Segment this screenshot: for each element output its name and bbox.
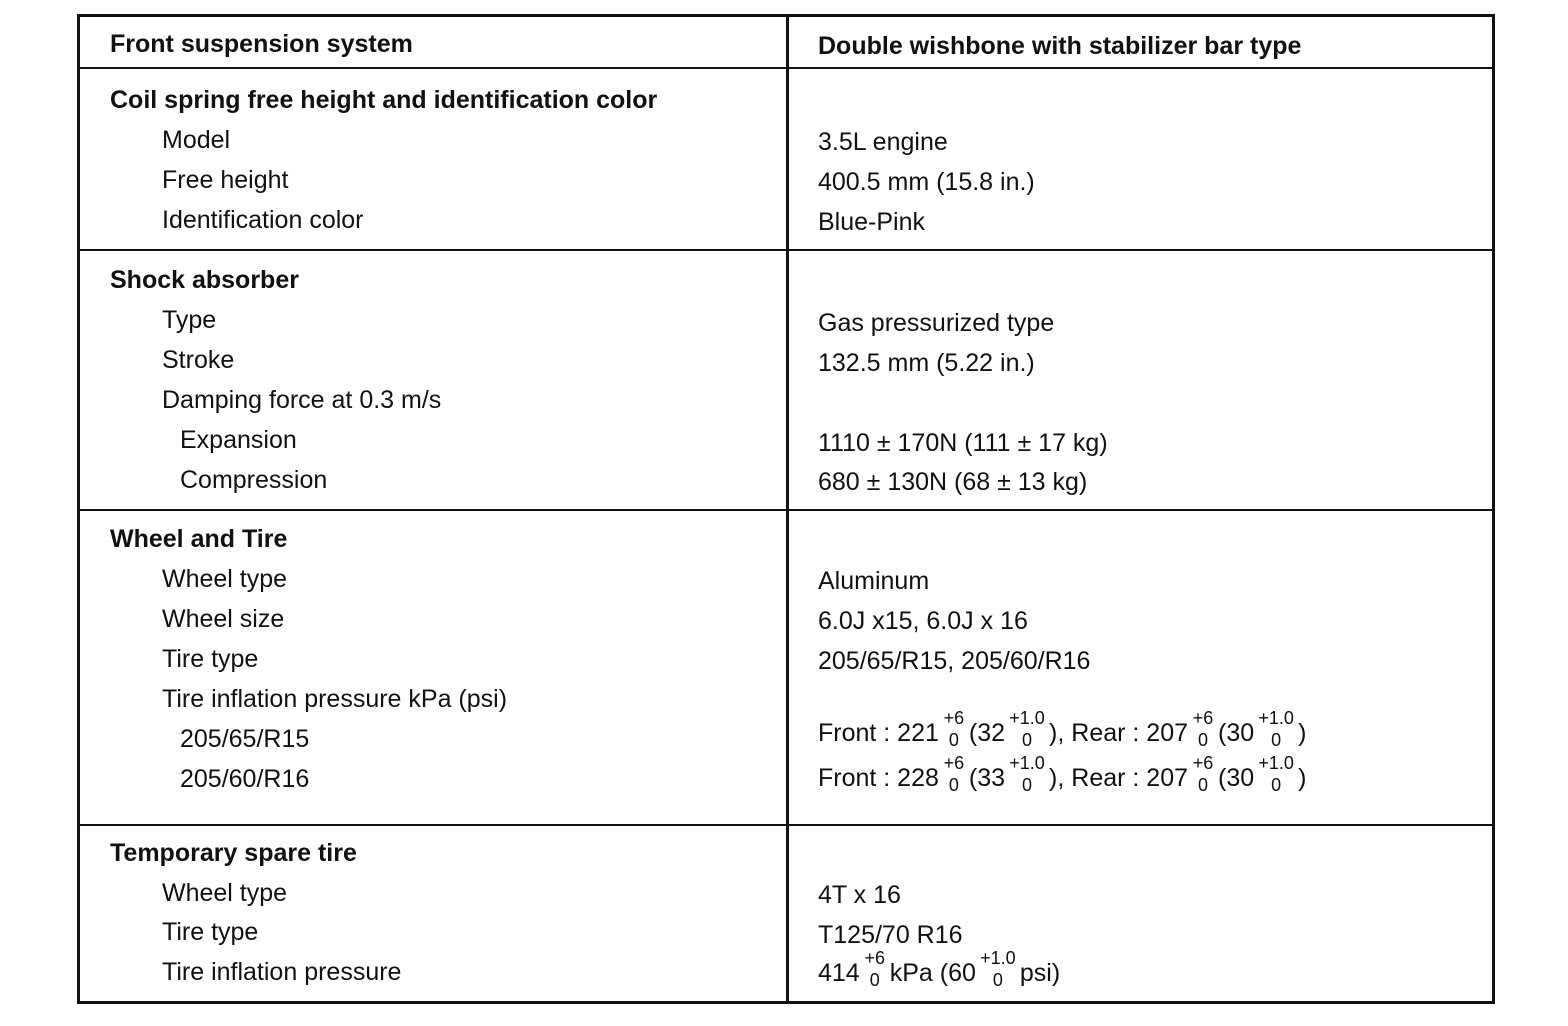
- label-r15: 205/65/R15: [180, 725, 310, 753]
- r15-rear-prefix: ), Rear : 207: [1049, 719, 1188, 747]
- r16-rear-tol-down: 0: [1197, 775, 1208, 795]
- r16-front-tol-down: 0: [948, 775, 959, 795]
- r15-close: ): [1298, 719, 1307, 747]
- label-model: Model: [162, 126, 231, 154]
- value-model: 3.5L engine: [818, 128, 948, 156]
- value-identification-color: Blue-Pink: [818, 208, 925, 236]
- r16-front-prefix: Front : 228: [818, 764, 939, 792]
- r16-rear-tol-up: +6: [1192, 753, 1214, 773]
- r16-front-psi-up: +1.0: [1009, 753, 1045, 773]
- spare-pressure-unit: kPa (60: [889, 959, 976, 987]
- r15-rear-tol-down: 0: [1197, 730, 1208, 750]
- r16-close: ): [1298, 764, 1307, 792]
- r15-front-psi-down: 0: [1022, 730, 1033, 750]
- spare-psi-tol-down: 0: [992, 970, 1003, 990]
- label-compression: Compression: [180, 466, 328, 494]
- value-free-height: 400.5 mm (15.8 in.): [818, 168, 1035, 196]
- section-title-shock-absorber: Shock absorber: [110, 266, 299, 294]
- row-divider: [80, 67, 1492, 69]
- r16-rear-prefix: ), Rear : 207: [1049, 764, 1188, 792]
- r16-rear-psi-tolerance: [1256, 753, 1296, 798]
- r15-rear-psi: (30: [1218, 719, 1255, 747]
- r16-front-psi-tolerance: [1007, 753, 1047, 798]
- value-wheel-type: Aluminum: [818, 567, 930, 595]
- r15-front-tolerance: [941, 708, 967, 753]
- value-compression: 680 ± 130N (68 ± 13 kg): [818, 468, 1088, 496]
- row-divider: [80, 824, 1492, 826]
- header-right: Double wishbone with stabilizer bar type: [818, 32, 1302, 60]
- r15-front-psi-up: +1.0: [1009, 708, 1045, 728]
- value-stroke: 132.5 mm (5.22 in.): [818, 349, 1035, 377]
- r15-front-tol-down: 0: [948, 730, 959, 750]
- label-spare-tire-type: Tire type: [162, 918, 259, 946]
- label-expansion: Expansion: [180, 426, 297, 454]
- header-left: Front suspension system: [110, 30, 413, 58]
- r15-rear-tolerance: [1190, 708, 1216, 753]
- spare-pressure-prefix: 414: [818, 959, 860, 987]
- row-divider: [80, 249, 1492, 251]
- row-divider: [80, 509, 1492, 511]
- r15-front-psi-tolerance: [1007, 708, 1047, 753]
- spare-psi-suffix: psi): [1019, 959, 1061, 987]
- section-title-spare-tire: Temporary spare tire: [110, 839, 357, 867]
- spec-table: [77, 14, 1495, 1004]
- spare-pressure-tolerance: [862, 948, 888, 993]
- r15-front-tol-up: +6: [943, 708, 965, 728]
- value-spare-tire-type: T125/70 R16: [818, 921, 963, 949]
- spare-pressure-tol-down: 0: [869, 970, 880, 990]
- label-free-height: Free height: [162, 166, 289, 194]
- r15-rear-psi-down: 0: [1271, 730, 1282, 750]
- r16-front-tol-up: +6: [943, 753, 965, 773]
- value-expansion: 1110 ± 170N (111 ± 17 kg): [818, 429, 1108, 457]
- label-shock-type: Type: [162, 306, 217, 334]
- label-spare-tire-pressure: Tire inflation pressure: [162, 958, 402, 986]
- section-title-wheel-tire: Wheel and Tire: [110, 525, 288, 553]
- label-stroke: Stroke: [162, 346, 235, 374]
- r16-rear-tolerance: [1190, 753, 1216, 798]
- r16-rear-psi-up: +1.0: [1258, 753, 1294, 773]
- label-r16: 205/60/R16: [180, 765, 310, 793]
- r16-rear-psi-down: 0: [1271, 775, 1282, 795]
- r16-rear-psi: (30: [1218, 764, 1255, 792]
- value-spare-tire-pressure: [818, 948, 1061, 997]
- label-damping-force: Damping force at 0.3 m/s: [162, 386, 442, 414]
- r16-front-psi: (33: [968, 764, 1006, 792]
- value-shock-type: Gas pressurized type: [818, 309, 1055, 337]
- r15-front-prefix: Front : 221: [818, 719, 939, 747]
- label-wheel-type: Wheel type: [162, 565, 288, 593]
- r16-front-tolerance: [941, 753, 967, 798]
- r15-rear-psi-tolerance: [1256, 708, 1296, 753]
- label-identification-color: Identification color: [162, 206, 364, 234]
- spare-psi-tol-up: +1.0: [980, 948, 1016, 968]
- value-spare-wheel-type: 4T x 16: [818, 881, 901, 909]
- r15-rear-tol-up: +6: [1192, 708, 1214, 728]
- r15-rear-psi-up: +1.0: [1258, 708, 1294, 728]
- r16-front-psi-down: 0: [1022, 775, 1033, 795]
- label-tire-type: Tire type: [162, 645, 259, 673]
- label-tire-inflation-pressure: Tire inflation pressure kPa (psi): [162, 685, 508, 713]
- value-wheel-size: 6.0J x15, 6.0J x 16: [818, 607, 1028, 635]
- spare-psi-tolerance: [978, 948, 1018, 993]
- label-spare-wheel-type: Wheel type: [162, 879, 288, 907]
- value-r15-pressure: [818, 708, 1307, 757]
- spare-pressure-tol-up: +6: [864, 948, 885, 968]
- value-tire-type: 205/65/R15, 205/60/R16: [818, 647, 1091, 675]
- r15-front-psi: (32: [968, 719, 1006, 747]
- value-r16-pressure: [818, 753, 1307, 802]
- label-wheel-size: Wheel size: [162, 605, 285, 633]
- section-title-coil-spring: Coil spring free height and identification color: [110, 86, 658, 114]
